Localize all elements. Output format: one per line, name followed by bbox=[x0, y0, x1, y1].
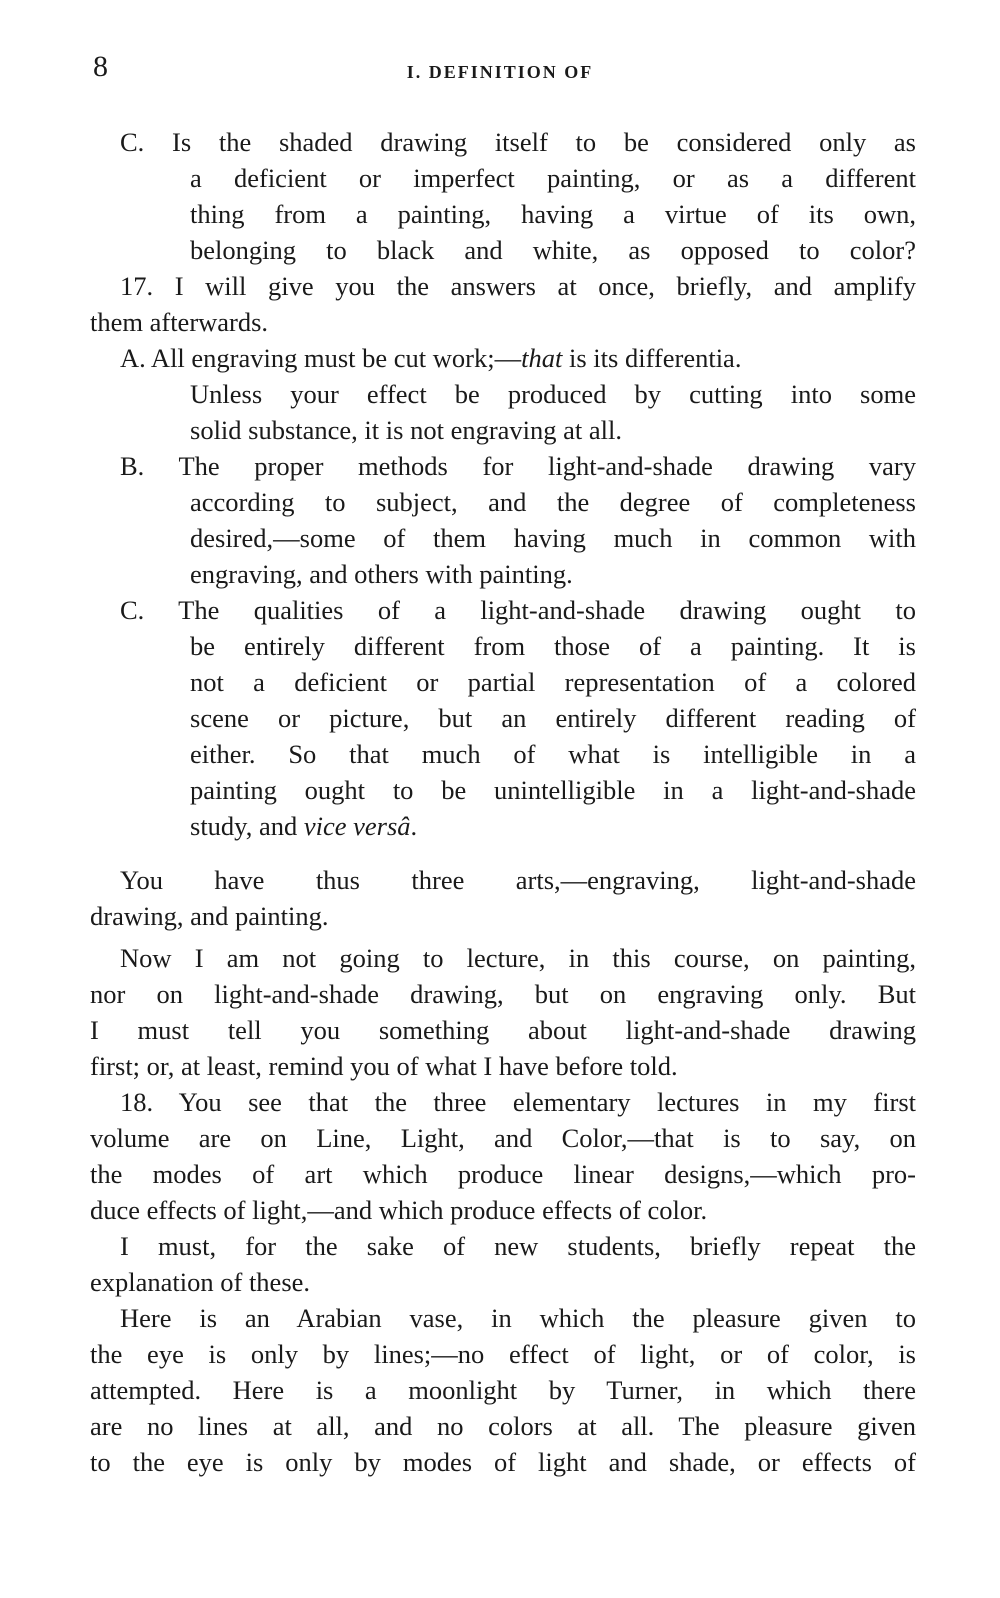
text-line: Here is an Arabian vase, in which the pleasure given to bbox=[120, 1303, 916, 1333]
text-span: is its differentia. bbox=[562, 343, 742, 373]
text-span: . bbox=[410, 811, 418, 841]
text-line: 17. I will give you the answers at once, briefly, and amplify bbox=[120, 271, 916, 301]
text-line: 18. You see that the three elementary lectures in my first bbox=[120, 1087, 916, 1117]
text-line: either. So that much of what is intelligible in a bbox=[190, 739, 916, 769]
text-line: a deficient or imperfect painting, or as a different bbox=[190, 163, 916, 193]
text-line bbox=[120, 340, 916, 376]
text-line: C. The qualities of a light-and-shade drawing ought to bbox=[120, 595, 916, 625]
text-line: be entirely different from those of a painting. It is bbox=[190, 631, 916, 661]
text-line: engraving, and others with painting. bbox=[190, 559, 573, 589]
text-line: nor on light-and-shade drawing, but on engraving only. But bbox=[90, 979, 916, 1009]
text-line: scene or picture, but an entirely different reading of bbox=[190, 703, 916, 733]
text-line: solid substance, it is not engraving at all. bbox=[190, 415, 623, 445]
text-line: first; or, at least, remind you of what I have before told. bbox=[90, 1051, 678, 1081]
text-line: B. The proper methods for light-and-shade drawing vary bbox=[120, 451, 916, 481]
running-title: I. DEFINITION OF bbox=[406, 62, 594, 82]
text-line: Unless your effect be produced by cutting into some bbox=[190, 379, 916, 409]
text-line: painting ought to be unintelligible in a light-and-shade bbox=[190, 775, 916, 805]
text-line: to the eye is only by modes of light and shade, or effects of bbox=[90, 1447, 916, 1477]
text-line: the eye is only by lines;—no effect of light, or of color, is bbox=[90, 1339, 916, 1369]
text-line: attempted. Here is a moonlight by Turner, in which there bbox=[90, 1375, 916, 1405]
text-line: Now I am not going to lecture, in this course, on painting, bbox=[120, 943, 916, 973]
text-line: desired,—some of them having much in common with bbox=[190, 523, 916, 553]
text-line: duce effects of light,—and which produce effects of color. bbox=[90, 1195, 708, 1225]
text-line: the modes of art which produce linear designs,—which pro- bbox=[90, 1159, 916, 1189]
italic-span: vice versâ bbox=[303, 811, 411, 841]
text-line: explanation of these. bbox=[90, 1267, 311, 1297]
text-line bbox=[190, 808, 916, 844]
text-line: belonging to black and white, as opposed to color? bbox=[190, 235, 916, 265]
text-line: C. Is the shaded drawing itself to be considered only as bbox=[120, 127, 916, 157]
text-line: thing from a painting, having a virtue of its own, bbox=[190, 199, 916, 229]
text-line: volume are on Line, Light, and Color,—that is to say, on bbox=[90, 1123, 916, 1153]
text-line: them afterwards. bbox=[90, 307, 269, 337]
text-span: study, and bbox=[190, 811, 304, 841]
page-number: 8 bbox=[93, 50, 108, 83]
text-span: A. All engraving must be cut work;— bbox=[120, 343, 522, 373]
text-line: not a deficient or partial representation of a colored bbox=[190, 667, 916, 697]
text-line: drawing, and painting. bbox=[90, 901, 329, 931]
text-line: I must, for the sake of new students, briefly repeat the bbox=[120, 1231, 916, 1261]
text-line: I must tell you something about light-and-shade drawing bbox=[90, 1015, 916, 1045]
text-line: according to subject, and the degree of completeness bbox=[190, 487, 916, 517]
text-line: are no lines at all, and no colors at all. The pleasure given bbox=[90, 1411, 916, 1441]
text-line: You have thus three arts,—engraving, light-and-shade bbox=[120, 865, 916, 895]
italic-span: that bbox=[521, 343, 563, 373]
